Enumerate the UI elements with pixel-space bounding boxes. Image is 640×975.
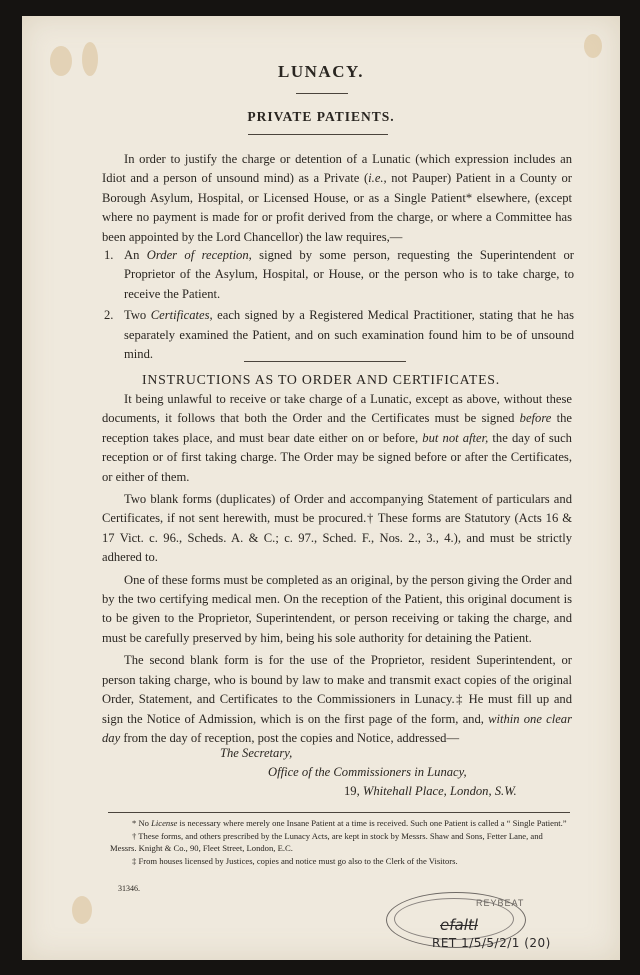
footnote: [110, 818, 570, 829]
page-title: LUNACY.: [278, 62, 364, 81]
address-line-2: Office of the Commissioners in Lunacy,: [268, 765, 467, 779]
list-text-post: each signed by a Registered Medical Practitioner, stating that he has separately examined the Patient, and on such examination found him to be of unsound mind.: [124, 308, 574, 362]
intro-italic: i.e.,: [368, 171, 387, 186]
list-text-italic: Certificates,: [150, 308, 213, 323]
instr-text: The second blank form is for the use of the Proprietor, resident Superintendent, or person taking charge, who is bound by law to make and transmit exact copies of the original Order, Statement, and Certificates to the Commissioners in Lunacy.‡ He must fill up and sign the Notice of Admission, which is on the first page of the form, and,: [102, 653, 572, 726]
list-text-italic: Order of reception,: [146, 248, 252, 262]
instructions-section: [102, 390, 572, 751]
footnote-text: is necessary where merely one Insane Patient at a time is received. Such one Patient is called a “ Single Patient.”: [177, 818, 567, 828]
list-item: [104, 246, 574, 304]
list-number: 2.: [104, 308, 114, 323]
list-number: 1.: [104, 248, 114, 262]
instr-italic: within one clear day: [102, 711, 572, 745]
instr-text: It being unlawful to receive or take charge of a Lunatic, except as above, without these documents, it follows that both the Order and the Certificates must be signed: [102, 392, 572, 426]
footnote: † These forms, and others prescribed by the Lunacy Acts, are kept in stock by Messrs. Shaw and Sons, Fetter Lane, and Messrs. Knight & Co., 90, Fleet Street, London, E.C.: [110, 831, 543, 853]
instr-text: from the day of reception, post the copies and Notice, addressed—: [120, 730, 460, 745]
footnote-text: * No: [132, 818, 152, 828]
divider: [296, 93, 348, 94]
instructions-heading: INSTRUCTIONS AS TO ORDER AND CERTIFICATES.: [141, 372, 501, 387]
list-text-pre: Two: [124, 308, 151, 323]
divider: [248, 134, 388, 135]
footnote-italic: License: [151, 818, 178, 828]
list-text-pre: An: [124, 248, 147, 262]
instr-italic: but not after,: [422, 430, 489, 445]
stamp-text: REYBEAT: [476, 898, 525, 908]
instr-italic: before: [519, 411, 552, 426]
instr-text: the day of such reception or of first taking charge. The Order may be signed before or after the Certificates, or either of them.: [102, 430, 572, 484]
document-page: [22, 16, 620, 960]
address-line-1: The Secretary,: [220, 746, 293, 760]
handwritten-mark: efaltl: [440, 916, 478, 934]
list-text: [124, 246, 574, 304]
address-line-3: [344, 784, 517, 799]
address-number: 19,: [344, 784, 363, 798]
intro-text: In order to justify the charge or detention of a Lunatic (which expression includes an Idiot and a person of unsound mind) as a Private (: [102, 152, 572, 186]
address-street: Whitehall Place, London, S.W.: [362, 784, 517, 798]
instr-text: the reception takes place, and must bear date either on or before,: [102, 411, 572, 445]
intro-paragraph: [102, 150, 572, 247]
paper-stain: [584, 34, 602, 58]
instructions-paragraph: [102, 651, 572, 748]
instructions-paragraph: Two blank forms (duplicates) of Order and accompanying Statement of particulars and Certificates, if not sent herewith, must be procured.† These forms are Statutory (Acts 16 & 17 Vict. c. 96., Scheds. A. & C.; c. 97., Sched. F., Nos. 2., 3., 4.), and must be strictly adhered to.: [102, 492, 572, 565]
intro-text-cont: not Pauper) Patient in a County or Borough Asylum, Hospital, or Licensed House, or as a Single Patient* elsewhere, (except where no payment is made for or profit derived from the charge, or where a Committee has been appointed by the Lord Chancellor) the law requires,—: [102, 171, 572, 244]
print-number: 31346.: [118, 884, 140, 893]
footnote: ‡ From houses licensed by Justices, copies and notice must go also to the Clerk of the Visitors.: [132, 856, 458, 867]
paper-stain: [72, 896, 92, 924]
handwritten-reference: RET 1/5/5/2/1 (20): [432, 936, 551, 950]
instructions-paragraph: [102, 390, 572, 487]
intro-section: [102, 150, 572, 250]
divider: [244, 361, 406, 362]
footnote-divider: [108, 812, 570, 813]
list-text-post: signed by some person, requesting the Superintendent or Proprietor of the Asylum, Hospital, or House, or the person who is to take charge, to receive the Patient.: [124, 248, 574, 301]
list-text: [124, 306, 574, 364]
instructions-paragraph: One of these forms must be completed as an original, by the person giving the Order and by the two certifying medical men. On the reception of the Patient, this original document is to be given to the Proprietor, Superintendent, or person receiving or taking the charge, and must be carefully preserved by him, being his sole authority for detaining the Patient.: [102, 572, 572, 645]
page-subtitle: PRIVATE PATIENTS.: [247, 109, 395, 124]
list-item: [104, 306, 574, 364]
requirements-list: [104, 246, 574, 366]
footnotes: [110, 818, 570, 870]
